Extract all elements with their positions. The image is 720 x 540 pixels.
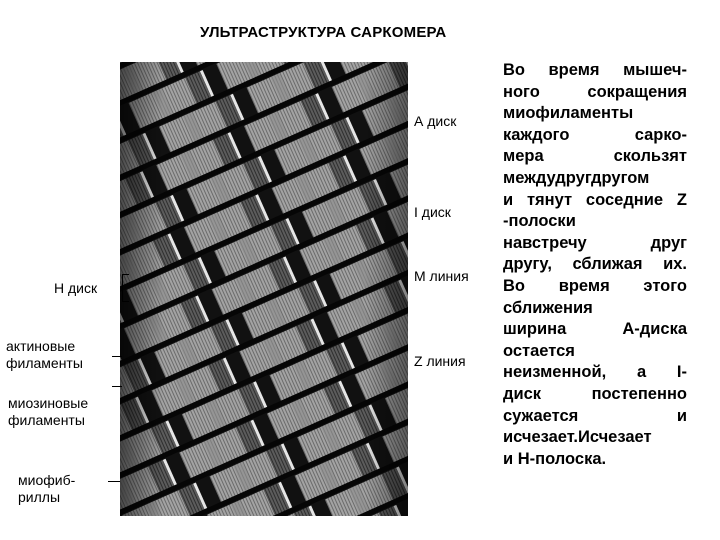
description-line: каждого сарко- [503,125,687,144]
description-line: междудругдругом [503,168,650,187]
actin-label [6,338,83,372]
description-line: сближения [503,298,593,317]
myosin-label-line1: миозиновые [8,395,89,411]
myosin-leader [112,386,122,387]
description-line: мера скользят [503,147,687,166]
description-line: неизменной, а I- [503,363,687,382]
description-line: другу, сближая их. [503,255,687,274]
description-line: исчезает.Исчезает [503,428,652,447]
myofibrils-leader [108,481,120,482]
myosin-label-line2: филаменты [8,412,85,428]
actin-label-line1: актиновые [6,338,76,354]
a-disk-label: А диск [414,113,457,129]
description-line: -полоски [503,212,576,231]
description-text [503,60,687,470]
h-disk-label: Н диск [54,280,98,296]
myosin-label [8,395,88,429]
page-title: УЛЬТРАСТРУКТУРА САРКОМЕРА [200,24,447,41]
sarcomere-micrograph [120,62,408,516]
myofibrils-label-line1: миофиб- [18,472,76,488]
description-line: миофиламенты [503,104,634,123]
myofibrils-label [18,472,75,506]
z-line-label: Z линия [414,353,466,369]
actin-leader [112,356,122,357]
description-line: остается [503,341,575,360]
description-line: сужается и [503,406,687,425]
description-line: диск постепенно [503,384,687,403]
description-line: и Н-полоска. [503,449,607,468]
description-line: Во время мышеч- [503,61,687,79]
description-line: Во время этого [503,276,687,295]
h-disk-bracket [122,274,129,302]
actin-label-line2: филаменты [6,355,83,371]
m-line-label: М линия [414,268,469,284]
description-line: навстречу друг [503,233,687,252]
i-disk-label: I диск [414,204,451,220]
description-line: и тянут соседние Z [503,190,687,209]
description-line: ширина А-диска [503,320,687,339]
description-line: ного сокращения [503,82,687,101]
myofibrils-label-line2: риллы [18,489,61,505]
